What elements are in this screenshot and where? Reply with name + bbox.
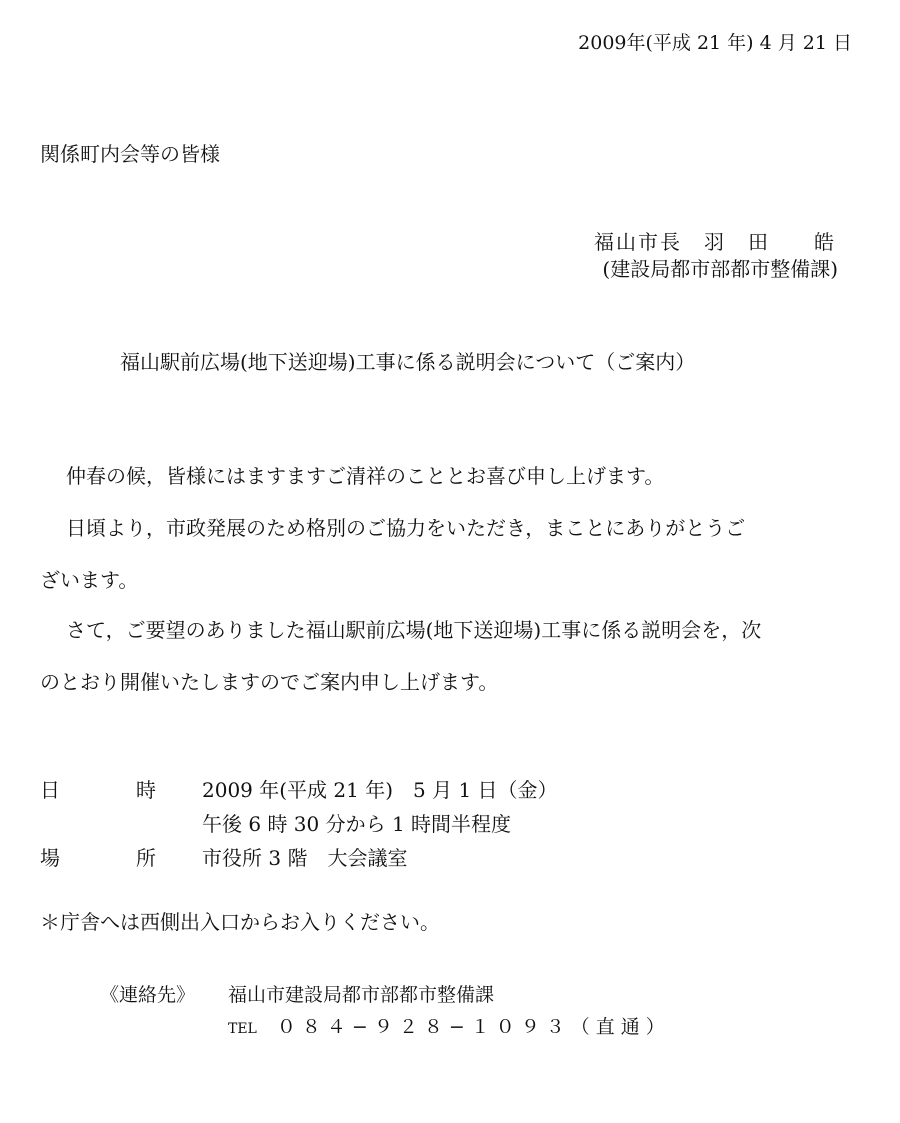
body-line-announcement-cont: のとおり開催いたしますのでご案内申し上げます。 [40, 670, 499, 694]
tel-number: ０８４−９２８−１０９３（直通） [276, 1016, 671, 1038]
body-line-thanks: 日頃より，市政発展のため格別のご協力をいただき，まことにありがとうご [66, 516, 746, 540]
datetime-label-char-2: 時 [136, 778, 156, 802]
place-label-char-2: 所 [136, 846, 156, 870]
contact-tel-row [228, 1018, 671, 1037]
document-date: 2009年(平成 21 年) 4 月 21 日 [578, 32, 852, 54]
contact-department: 福山市建設局都市部都市整備課 [228, 984, 495, 1006]
entrance-note: ＊庁舎へは西側出入口からお入りください。 [40, 910, 440, 934]
body-line-greeting: 仲春の候，皆様にはますますご清祥のこととお喜び申し上げます。 [66, 464, 665, 488]
sender-department: (建設局都市部都市整備課) [602, 257, 838, 281]
datetime-value-date: 2009 年(平成 21 年) 5 月 1 日（金） [202, 778, 558, 802]
document-title: 福山駅前広場(地下送迎場)工事に係る説明会について（ご案内） [120, 350, 696, 374]
addressee: 関係町内会等の皆様 [40, 142, 220, 166]
contact-label: 《連絡先》 [100, 984, 196, 1006]
place-value: 市役所 3 階 大会議室 [202, 846, 408, 870]
body-line-announcement: さて，ご要望のありました福山駅前広場(地下送迎場)工事に係る説明会を，次 [66, 618, 762, 642]
body-line-thanks-cont: ざいます。 [40, 568, 139, 592]
place-label-char-1: 場 [40, 846, 60, 870]
datetime-label-char-1: 日 [40, 778, 60, 802]
sender-name: 福山市長 羽 田 皓 [594, 230, 836, 254]
datetime-value-time: 午後 6 時 30 分から 1 時間半程度 [202, 812, 512, 836]
tel-mark: TEL [228, 1021, 257, 1037]
